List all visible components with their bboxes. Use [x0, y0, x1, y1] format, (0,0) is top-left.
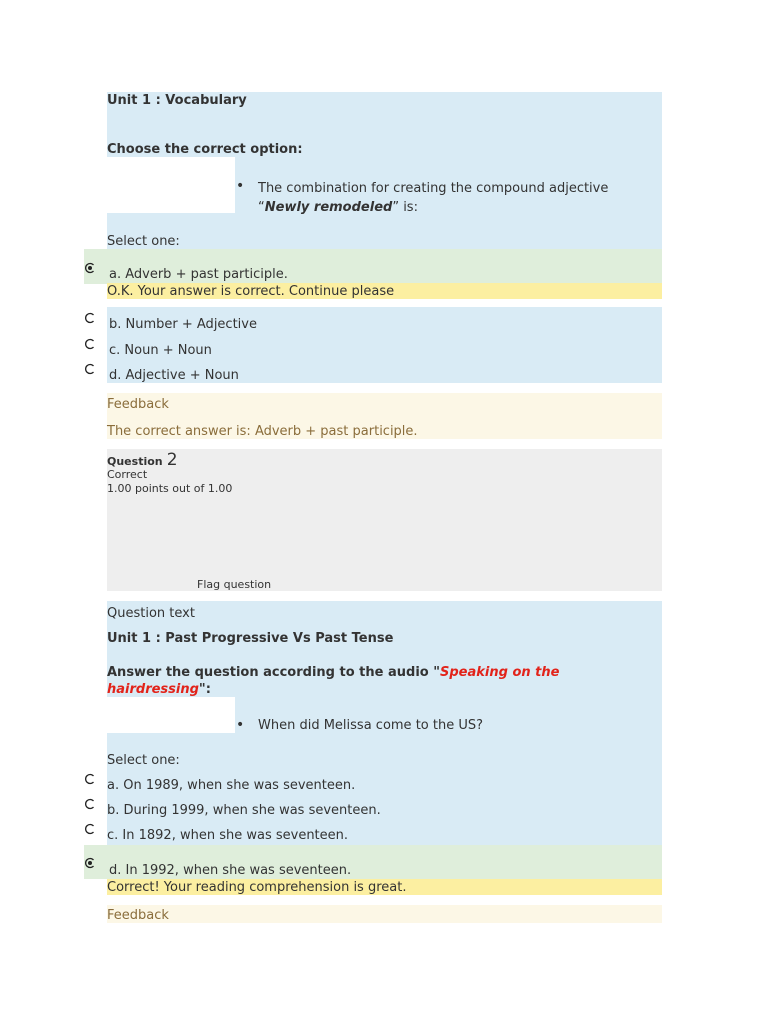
radio-unchecked-icon [84, 773, 96, 785]
q1-prompt-phrase: Newly remodeled [264, 200, 393, 215]
q1-option-c-radio[interactable] [84, 338, 96, 350]
q2-instruction-end: ": [198, 682, 211, 697]
q2-option-d-radio[interactable] [84, 857, 96, 869]
q1-option-feedback: O.K. Your answer is correct. Continue please [107, 284, 395, 299]
q1-unit-title: Unit 1 : Vocabulary [107, 93, 247, 108]
q1-instruction: Choose the correct option: [107, 142, 303, 157]
q2-option-feedback: Correct! Your reading comprehension is great. [107, 880, 407, 895]
q2-prompt-bullet: • [236, 717, 245, 733]
q2-instruction [107, 664, 657, 698]
q2-question-text-label: Question text [107, 606, 195, 621]
q2-audio-title-1: Speaking on the [440, 665, 560, 680]
q1-option-b-label[interactable]: b. Number + Adjective [109, 317, 257, 332]
q2-question-word: Question [107, 455, 163, 468]
q1-option-d-label[interactable]: d. Adjective + Noun [109, 368, 239, 383]
q1-select-label: Select one: [107, 234, 180, 249]
q2-heading [107, 450, 178, 470]
q2-info-panel [107, 449, 662, 591]
q2-status: Correct [107, 468, 148, 481]
q1-correct-answer: The correct answer is: Adverb + past participle. [107, 424, 418, 439]
q2-audio-title-2: hairdressing [107, 682, 199, 697]
q1-prompt [258, 179, 648, 217]
q2-feedback-panel [107, 905, 662, 923]
q2-option-a-radio[interactable] [84, 773, 96, 785]
radio-unchecked-icon [84, 338, 96, 350]
radio-unchecked-icon [84, 363, 96, 375]
q2-option-b-label[interactable]: b. During 1999, when she was seventeen. [107, 803, 381, 818]
q1-prompt-open-quote: “ [258, 200, 265, 215]
q1-option-d-radio[interactable] [84, 363, 96, 375]
q2-question-number: 2 [166, 450, 178, 470]
q2-unit-title: Unit 1 : Past Progressive Vs Past Tense [107, 631, 394, 646]
q1-option-a-radio[interactable] [84, 262, 96, 274]
q2-prompt-indent [107, 697, 235, 733]
q2-points: 1.00 points out of 1.00 [107, 482, 233, 495]
q1-feedback-title: Feedback [107, 397, 169, 412]
q2-option-b-radio[interactable] [84, 798, 96, 810]
q1-prompt-bullet: • [236, 178, 245, 194]
q2-prompt: When did Melissa come to the US? [258, 718, 484, 733]
radio-unchecked-icon [84, 312, 96, 324]
q2-select-label: Select one: [107, 753, 180, 768]
radio-checked-icon [84, 262, 96, 274]
q2-option-a-label[interactable]: a. On 1989, when she was seventeen. [107, 778, 356, 793]
q1-option-c-label[interactable]: c. Noun + Noun [109, 343, 212, 358]
q1-option-a-label[interactable]: a. Adverb + past participle. [109, 267, 288, 282]
q2-option-c-label[interactable]: c. In 1892, when she was seventeen. [107, 828, 349, 843]
q1-prompt-line1: The combination for creating the compound adjective [258, 181, 609, 196]
q2-instruction-start: Answer the question according to the audio " [107, 665, 441, 680]
radio-unchecked-icon [84, 823, 96, 835]
q2-flag-question[interactable]: Flag question [197, 578, 272, 591]
q2-option-c-radio[interactable] [84, 823, 96, 835]
q1-prompt-close: ” is: [392, 200, 418, 215]
q1-option-b-radio[interactable] [84, 312, 96, 324]
q2-feedback-title: Feedback [107, 908, 169, 923]
q1-prompt-indent [107, 157, 235, 213]
radio-checked-icon [84, 857, 96, 869]
radio-unchecked-icon [84, 798, 96, 810]
q2-option-d-label[interactable]: d. In 1992, when she was seventeen. [109, 863, 352, 878]
